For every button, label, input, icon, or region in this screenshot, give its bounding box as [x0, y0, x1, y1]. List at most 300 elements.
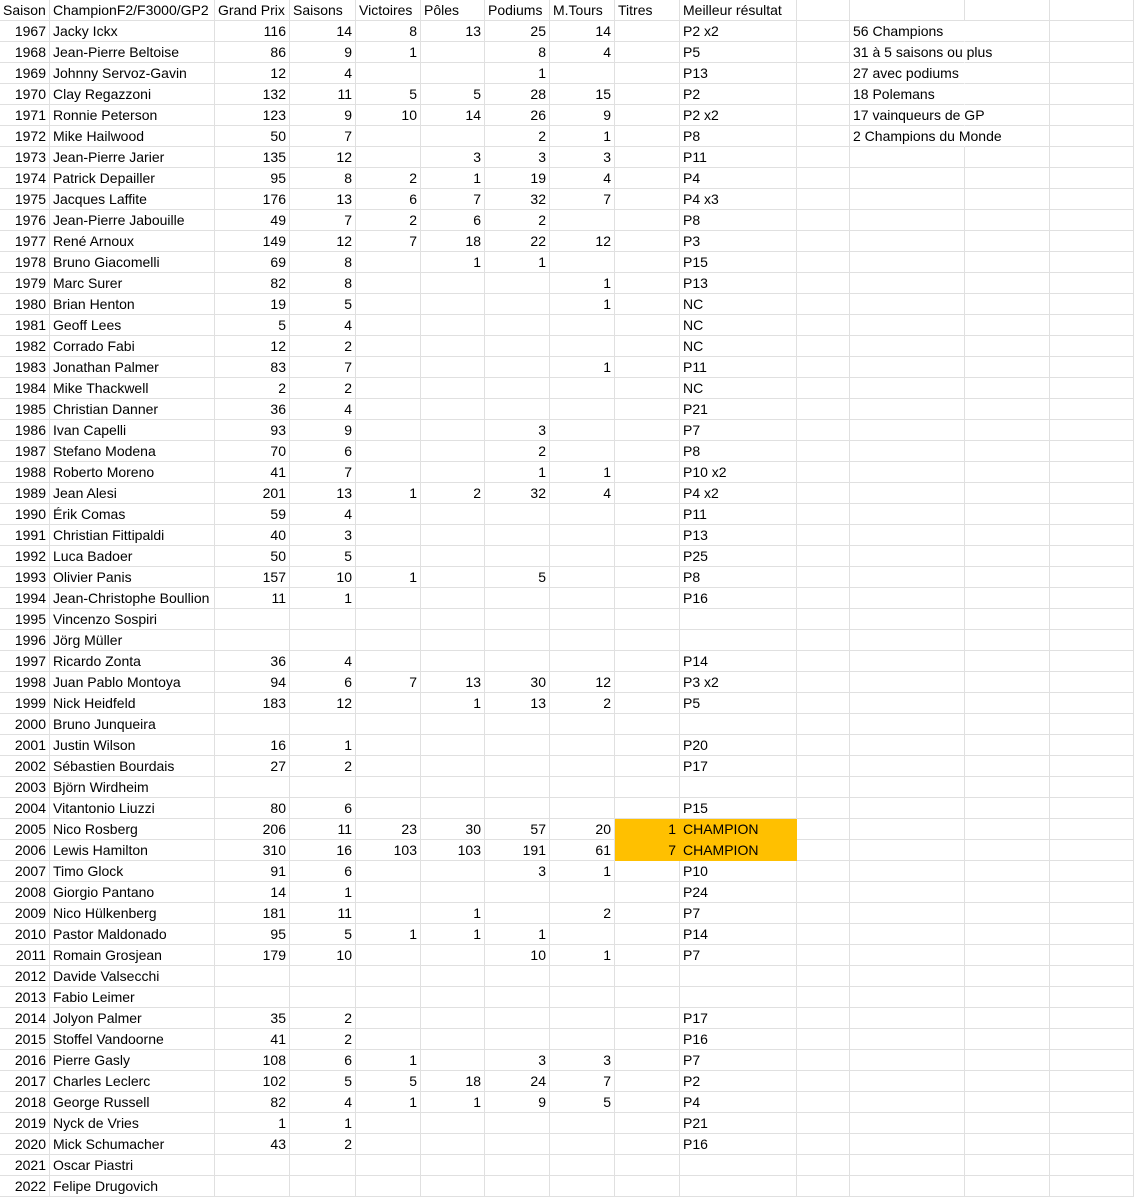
cell-best-result[interactable]: CHAMPION — [680, 840, 797, 861]
cell-fastest-laps[interactable]: 1 — [550, 273, 615, 294]
cell-season[interactable]: 1983 — [0, 357, 50, 378]
cell-titles[interactable] — [615, 882, 680, 903]
empty-cell[interactable] — [965, 42, 1050, 63]
empty-cell[interactable] — [797, 189, 850, 210]
cell-podiums[interactable] — [485, 882, 550, 903]
cell-poles[interactable]: 14 — [421, 105, 485, 126]
summary-stat[interactable]: 17 vainqueurs de GP — [850, 105, 965, 126]
cell-champion[interactable]: Jacky Ickx — [50, 21, 215, 42]
cell-grand-prix[interactable]: 12 — [215, 336, 290, 357]
cell-season[interactable]: 1981 — [0, 315, 50, 336]
cell-titles[interactable] — [615, 63, 680, 84]
empty-cell[interactable] — [850, 924, 965, 945]
cell-fastest-laps[interactable] — [550, 252, 615, 273]
empty-cell[interactable] — [850, 189, 965, 210]
empty-cell[interactable] — [797, 1050, 850, 1071]
empty-cell[interactable] — [1050, 861, 1134, 882]
cell-grand-prix[interactable]: 82 — [215, 1092, 290, 1113]
cell-seasons[interactable]: 6 — [290, 798, 356, 819]
cell-seasons[interactable]: 2 — [290, 336, 356, 357]
cell-best-result[interactable]: P5 — [680, 693, 797, 714]
cell-poles[interactable] — [421, 1134, 485, 1155]
cell-wins[interactable] — [356, 798, 421, 819]
cell-podiums[interactable] — [485, 273, 550, 294]
empty-cell[interactable] — [797, 546, 850, 567]
cell-grand-prix[interactable]: 157 — [215, 567, 290, 588]
empty-cell[interactable] — [1050, 210, 1134, 231]
cell-champion[interactable]: Mike Hailwood — [50, 126, 215, 147]
cell-champion[interactable]: Nyck de Vries — [50, 1113, 215, 1134]
cell-wins[interactable] — [356, 735, 421, 756]
cell-grand-prix[interactable]: 11 — [215, 588, 290, 609]
cell-fastest-laps[interactable]: 7 — [550, 189, 615, 210]
cell-season[interactable]: 1989 — [0, 483, 50, 504]
cell-podiums[interactable]: 2 — [485, 210, 550, 231]
cell-seasons[interactable] — [290, 1176, 356, 1197]
cell-podiums[interactable]: 24 — [485, 1071, 550, 1092]
empty-cell[interactable] — [965, 609, 1050, 630]
cell-seasons[interactable]: 8 — [290, 168, 356, 189]
empty-cell[interactable] — [965, 0, 1050, 21]
cell-poles[interactable] — [421, 462, 485, 483]
empty-cell[interactable] — [850, 1155, 965, 1176]
empty-cell[interactable] — [797, 777, 850, 798]
empty-cell[interactable] — [1050, 987, 1134, 1008]
empty-cell[interactable] — [965, 546, 1050, 567]
cell-fastest-laps[interactable]: 7 — [550, 1071, 615, 1092]
cell-seasons[interactable]: 5 — [290, 924, 356, 945]
empty-cell[interactable] — [850, 420, 965, 441]
empty-cell[interactable] — [1050, 1092, 1134, 1113]
cell-podiums[interactable]: 1 — [485, 924, 550, 945]
empty-cell[interactable] — [797, 147, 850, 168]
cell-podiums[interactable]: 5 — [485, 567, 550, 588]
cell-podiums[interactable]: 32 — [485, 483, 550, 504]
cell-champion[interactable]: Roberto Moreno — [50, 462, 215, 483]
cell-best-result[interactable]: P13 — [680, 63, 797, 84]
cell-champion[interactable]: Patrick Depailler — [50, 168, 215, 189]
cell-champion[interactable]: Marc Surer — [50, 273, 215, 294]
cell-titles[interactable] — [615, 315, 680, 336]
cell-fastest-laps[interactable] — [550, 336, 615, 357]
cell-wins[interactable] — [356, 714, 421, 735]
cell-season[interactable]: 2015 — [0, 1029, 50, 1050]
cell-seasons[interactable] — [290, 1155, 356, 1176]
cell-season[interactable]: 1979 — [0, 273, 50, 294]
empty-cell[interactable] — [965, 231, 1050, 252]
cell-fastest-laps[interactable] — [550, 441, 615, 462]
cell-best-result[interactable]: P4 — [680, 1092, 797, 1113]
empty-cell[interactable] — [965, 21, 1050, 42]
cell-podiums[interactable]: 9 — [485, 1092, 550, 1113]
empty-cell[interactable] — [1050, 42, 1134, 63]
empty-cell[interactable] — [965, 819, 1050, 840]
empty-cell[interactable] — [965, 273, 1050, 294]
empty-cell[interactable] — [850, 777, 965, 798]
empty-cell[interactable] — [797, 42, 850, 63]
header-champion[interactable]: ChampionF2/F3000/GP2 — [50, 0, 215, 21]
cell-poles[interactable] — [421, 945, 485, 966]
empty-cell[interactable] — [1050, 819, 1134, 840]
cell-wins[interactable] — [356, 693, 421, 714]
empty-cell[interactable] — [1050, 693, 1134, 714]
empty-cell[interactable] — [965, 252, 1050, 273]
cell-poles[interactable] — [421, 756, 485, 777]
empty-cell[interactable] — [850, 1134, 965, 1155]
cell-best-result[interactable]: P7 — [680, 903, 797, 924]
cell-fastest-laps[interactable] — [550, 567, 615, 588]
cell-titles[interactable] — [615, 210, 680, 231]
cell-season[interactable]: 1982 — [0, 336, 50, 357]
cell-poles[interactable]: 1 — [421, 924, 485, 945]
cell-poles[interactable] — [421, 567, 485, 588]
cell-poles[interactable] — [421, 357, 485, 378]
cell-titles[interactable] — [615, 588, 680, 609]
cell-fastest-laps[interactable] — [550, 630, 615, 651]
empty-cell[interactable] — [1050, 882, 1134, 903]
empty-cell[interactable] — [965, 798, 1050, 819]
cell-poles[interactable] — [421, 966, 485, 987]
cell-grand-prix[interactable]: 94 — [215, 672, 290, 693]
cell-grand-prix[interactable]: 2 — [215, 378, 290, 399]
empty-cell[interactable] — [850, 756, 965, 777]
cell-grand-prix[interactable]: 59 — [215, 504, 290, 525]
header-podiums[interactable]: Podiums — [485, 0, 550, 21]
cell-grand-prix[interactable]: 310 — [215, 840, 290, 861]
empty-cell[interactable] — [797, 1071, 850, 1092]
cell-poles[interactable]: 6 — [421, 210, 485, 231]
cell-titles[interactable] — [615, 1176, 680, 1197]
cell-best-result[interactable]: P13 — [680, 525, 797, 546]
empty-cell[interactable] — [1050, 903, 1134, 924]
cell-wins[interactable]: 1 — [356, 42, 421, 63]
cell-podiums[interactable]: 30 — [485, 672, 550, 693]
empty-cell[interactable] — [797, 714, 850, 735]
empty-cell[interactable] — [965, 735, 1050, 756]
cell-best-result[interactable]: P17 — [680, 1008, 797, 1029]
cell-poles[interactable] — [421, 651, 485, 672]
cell-fastest-laps[interactable] — [550, 1176, 615, 1197]
cell-season[interactable]: 2002 — [0, 756, 50, 777]
cell-champion[interactable]: Jean-Pierre Jabouille — [50, 210, 215, 231]
empty-cell[interactable] — [965, 315, 1050, 336]
empty-cell[interactable] — [797, 420, 850, 441]
cell-fastest-laps[interactable] — [550, 378, 615, 399]
empty-cell[interactable] — [965, 336, 1050, 357]
empty-cell[interactable] — [1050, 84, 1134, 105]
cell-grand-prix[interactable]: 41 — [215, 1029, 290, 1050]
header-poles[interactable]: Pôles — [421, 0, 485, 21]
cell-grand-prix[interactable]: 123 — [215, 105, 290, 126]
cell-fastest-laps[interactable]: 15 — [550, 84, 615, 105]
empty-cell[interactable] — [1050, 294, 1134, 315]
cell-season[interactable]: 2011 — [0, 945, 50, 966]
empty-cell[interactable] — [797, 735, 850, 756]
cell-titles[interactable] — [615, 105, 680, 126]
empty-cell[interactable] — [965, 294, 1050, 315]
cell-grand-prix[interactable] — [215, 630, 290, 651]
empty-cell[interactable] — [850, 672, 965, 693]
empty-cell[interactable] — [965, 756, 1050, 777]
cell-wins[interactable] — [356, 630, 421, 651]
cell-champion[interactable]: Bruno Junqueira — [50, 714, 215, 735]
cell-seasons[interactable] — [290, 630, 356, 651]
cell-champion[interactable]: Bruno Giacomelli — [50, 252, 215, 273]
cell-wins[interactable] — [356, 987, 421, 1008]
cell-best-result[interactable]: P11 — [680, 504, 797, 525]
cell-best-result[interactable]: CHAMPION — [680, 819, 797, 840]
cell-best-result[interactable]: NC — [680, 294, 797, 315]
empty-cell[interactable] — [850, 168, 965, 189]
empty-cell[interactable] — [1050, 546, 1134, 567]
empty-cell[interactable] — [850, 567, 965, 588]
cell-seasons[interactable]: 11 — [290, 903, 356, 924]
summary-stat[interactable]: 31 à 5 saisons ou plus — [850, 42, 965, 63]
cell-titles[interactable] — [615, 483, 680, 504]
cell-champion[interactable]: Jolyon Palmer — [50, 1008, 215, 1029]
cell-wins[interactable] — [356, 588, 421, 609]
empty-cell[interactable] — [850, 315, 965, 336]
empty-cell[interactable] — [1050, 1134, 1134, 1155]
cell-best-result[interactable]: P7 — [680, 945, 797, 966]
cell-titles[interactable] — [615, 714, 680, 735]
cell-poles[interactable] — [421, 1008, 485, 1029]
empty-cell[interactable] — [965, 714, 1050, 735]
cell-podiums[interactable]: 3 — [485, 1050, 550, 1071]
empty-cell[interactable] — [850, 630, 965, 651]
cell-poles[interactable]: 1 — [421, 252, 485, 273]
cell-titles[interactable] — [615, 42, 680, 63]
empty-cell[interactable] — [797, 1008, 850, 1029]
cell-fastest-laps[interactable]: 5 — [550, 1092, 615, 1113]
cell-podiums[interactable]: 19 — [485, 168, 550, 189]
cell-fastest-laps[interactable] — [550, 63, 615, 84]
empty-cell[interactable] — [1050, 336, 1134, 357]
empty-cell[interactable] — [797, 819, 850, 840]
cell-podiums[interactable] — [485, 651, 550, 672]
cell-season[interactable]: 1985 — [0, 399, 50, 420]
empty-cell[interactable] — [850, 378, 965, 399]
cell-wins[interactable] — [356, 378, 421, 399]
empty-cell[interactable] — [797, 945, 850, 966]
cell-podiums[interactable]: 8 — [485, 42, 550, 63]
cell-wins[interactable] — [356, 147, 421, 168]
cell-podiums[interactable] — [485, 588, 550, 609]
cell-season[interactable]: 1986 — [0, 420, 50, 441]
empty-cell[interactable] — [1050, 567, 1134, 588]
cell-seasons[interactable]: 4 — [290, 504, 356, 525]
empty-cell[interactable] — [797, 441, 850, 462]
cell-poles[interactable] — [421, 735, 485, 756]
cell-season[interactable]: 2001 — [0, 735, 50, 756]
cell-titles[interactable] — [615, 231, 680, 252]
cell-podiums[interactable] — [485, 315, 550, 336]
empty-cell[interactable] — [1050, 504, 1134, 525]
empty-cell[interactable] — [797, 651, 850, 672]
empty-cell[interactable] — [1050, 420, 1134, 441]
cell-grand-prix[interactable]: 93 — [215, 420, 290, 441]
cell-seasons[interactable]: 7 — [290, 210, 356, 231]
empty-cell[interactable] — [965, 777, 1050, 798]
empty-cell[interactable] — [797, 882, 850, 903]
cell-fastest-laps[interactable]: 4 — [550, 168, 615, 189]
cell-season[interactable]: 1971 — [0, 105, 50, 126]
cell-fastest-laps[interactable] — [550, 1008, 615, 1029]
empty-cell[interactable] — [797, 630, 850, 651]
cell-wins[interactable] — [356, 1029, 421, 1050]
cell-poles[interactable]: 30 — [421, 819, 485, 840]
empty-cell[interactable] — [797, 903, 850, 924]
cell-wins[interactable] — [356, 294, 421, 315]
cell-fastest-laps[interactable] — [550, 735, 615, 756]
cell-seasons[interactable]: 11 — [290, 84, 356, 105]
cell-poles[interactable] — [421, 378, 485, 399]
cell-titles[interactable] — [615, 462, 680, 483]
empty-cell[interactable] — [1050, 378, 1134, 399]
cell-champion[interactable]: Justin Wilson — [50, 735, 215, 756]
cell-grand-prix[interactable]: 95 — [215, 924, 290, 945]
cell-seasons[interactable] — [290, 609, 356, 630]
cell-podiums[interactable] — [485, 903, 550, 924]
cell-season[interactable]: 1970 — [0, 84, 50, 105]
cell-titles[interactable] — [615, 735, 680, 756]
cell-titles[interactable] — [615, 399, 680, 420]
empty-cell[interactable] — [850, 987, 965, 1008]
cell-podiums[interactable]: 3 — [485, 861, 550, 882]
cell-podiums[interactable] — [485, 987, 550, 1008]
cell-titles[interactable] — [615, 567, 680, 588]
cell-fastest-laps[interactable] — [550, 399, 615, 420]
empty-cell[interactable] — [797, 0, 850, 21]
empty-cell[interactable] — [965, 840, 1050, 861]
empty-cell[interactable] — [965, 126, 1050, 147]
cell-best-result[interactable]: NC — [680, 315, 797, 336]
cell-best-result[interactable]: P10 x2 — [680, 462, 797, 483]
empty-cell[interactable] — [797, 315, 850, 336]
cell-wins[interactable]: 1 — [356, 1092, 421, 1113]
cell-season[interactable]: 1996 — [0, 630, 50, 651]
cell-fastest-laps[interactable]: 1 — [550, 294, 615, 315]
cell-titles[interactable] — [615, 693, 680, 714]
cell-fastest-laps[interactable] — [550, 882, 615, 903]
cell-season[interactable]: 1999 — [0, 693, 50, 714]
empty-cell[interactable] — [797, 357, 850, 378]
cell-champion[interactable]: Ivan Capelli — [50, 420, 215, 441]
empty-cell[interactable] — [850, 714, 965, 735]
cell-fastest-laps[interactable] — [550, 651, 615, 672]
cell-fastest-laps[interactable]: 12 — [550, 672, 615, 693]
cell-poles[interactable] — [421, 1176, 485, 1197]
empty-cell[interactable] — [965, 1071, 1050, 1092]
empty-cell[interactable] — [1050, 966, 1134, 987]
cell-titles[interactable] — [615, 609, 680, 630]
cell-seasons[interactable] — [290, 987, 356, 1008]
cell-best-result[interactable] — [680, 714, 797, 735]
empty-cell[interactable] — [1050, 1029, 1134, 1050]
empty-cell[interactable] — [797, 231, 850, 252]
cell-best-result[interactable]: P15 — [680, 798, 797, 819]
cell-grand-prix[interactable] — [215, 777, 290, 798]
empty-cell[interactable] — [965, 567, 1050, 588]
cell-seasons[interactable]: 9 — [290, 105, 356, 126]
cell-podiums[interactable] — [485, 378, 550, 399]
empty-cell[interactable] — [965, 147, 1050, 168]
cell-titles[interactable] — [615, 924, 680, 945]
cell-poles[interactable]: 7 — [421, 189, 485, 210]
cell-season[interactable]: 2005 — [0, 819, 50, 840]
empty-cell[interactable] — [965, 441, 1050, 462]
cell-fastest-laps[interactable]: 1 — [550, 126, 615, 147]
empty-cell[interactable] — [965, 924, 1050, 945]
empty-cell[interactable] — [797, 798, 850, 819]
cell-seasons[interactable]: 6 — [290, 861, 356, 882]
empty-cell[interactable] — [965, 378, 1050, 399]
cell-best-result[interactable]: P2 x2 — [680, 105, 797, 126]
cell-seasons[interactable]: 8 — [290, 273, 356, 294]
empty-cell[interactable] — [850, 1092, 965, 1113]
empty-cell[interactable] — [965, 483, 1050, 504]
cell-season[interactable]: 1984 — [0, 378, 50, 399]
empty-cell[interactable] — [965, 588, 1050, 609]
cell-podiums[interactable] — [485, 1008, 550, 1029]
cell-wins[interactable] — [356, 336, 421, 357]
empty-cell[interactable] — [850, 861, 965, 882]
cell-best-result[interactable]: P3 — [680, 231, 797, 252]
empty-cell[interactable] — [850, 735, 965, 756]
empty-cell[interactable] — [797, 399, 850, 420]
cell-fastest-laps[interactable] — [550, 546, 615, 567]
cell-seasons[interactable]: 1 — [290, 882, 356, 903]
empty-cell[interactable] — [1050, 462, 1134, 483]
cell-poles[interactable] — [421, 1113, 485, 1134]
cell-poles[interactable] — [421, 882, 485, 903]
cell-poles[interactable]: 1 — [421, 903, 485, 924]
cell-wins[interactable] — [356, 63, 421, 84]
cell-poles[interactable] — [421, 588, 485, 609]
cell-seasons[interactable]: 6 — [290, 441, 356, 462]
cell-wins[interactable] — [356, 756, 421, 777]
cell-podiums[interactable] — [485, 1176, 550, 1197]
cell-grand-prix[interactable]: 95 — [215, 168, 290, 189]
cell-titles[interactable] — [615, 798, 680, 819]
summary-stat[interactable]: 2 Champions du Monde — [850, 126, 965, 147]
empty-cell[interactable] — [797, 84, 850, 105]
cell-season[interactable]: 1988 — [0, 462, 50, 483]
cell-grand-prix[interactable]: 69 — [215, 252, 290, 273]
cell-grand-prix[interactable]: 19 — [215, 294, 290, 315]
header-grand-prix[interactable]: Grand Prix — [215, 0, 290, 21]
cell-podiums[interactable] — [485, 525, 550, 546]
cell-seasons[interactable]: 12 — [290, 147, 356, 168]
cell-titles[interactable] — [615, 672, 680, 693]
header-wins[interactable]: Victoires — [356, 0, 421, 21]
empty-cell[interactable] — [1050, 1155, 1134, 1176]
empty-cell[interactable] — [797, 1134, 850, 1155]
cell-wins[interactable]: 8 — [356, 21, 421, 42]
empty-cell[interactable] — [965, 693, 1050, 714]
cell-grand-prix[interactable]: 5 — [215, 315, 290, 336]
empty-cell[interactable] — [850, 1176, 965, 1197]
cell-fastest-laps[interactable] — [550, 756, 615, 777]
summary-stat[interactable]: 18 Polemans — [850, 84, 965, 105]
cell-poles[interactable] — [421, 336, 485, 357]
cell-seasons[interactable]: 2 — [290, 1029, 356, 1050]
cell-podiums[interactable]: 57 — [485, 819, 550, 840]
cell-seasons[interactable]: 4 — [290, 651, 356, 672]
cell-poles[interactable] — [421, 609, 485, 630]
cell-titles[interactable] — [615, 84, 680, 105]
cell-champion[interactable]: Clay Regazzoni — [50, 84, 215, 105]
